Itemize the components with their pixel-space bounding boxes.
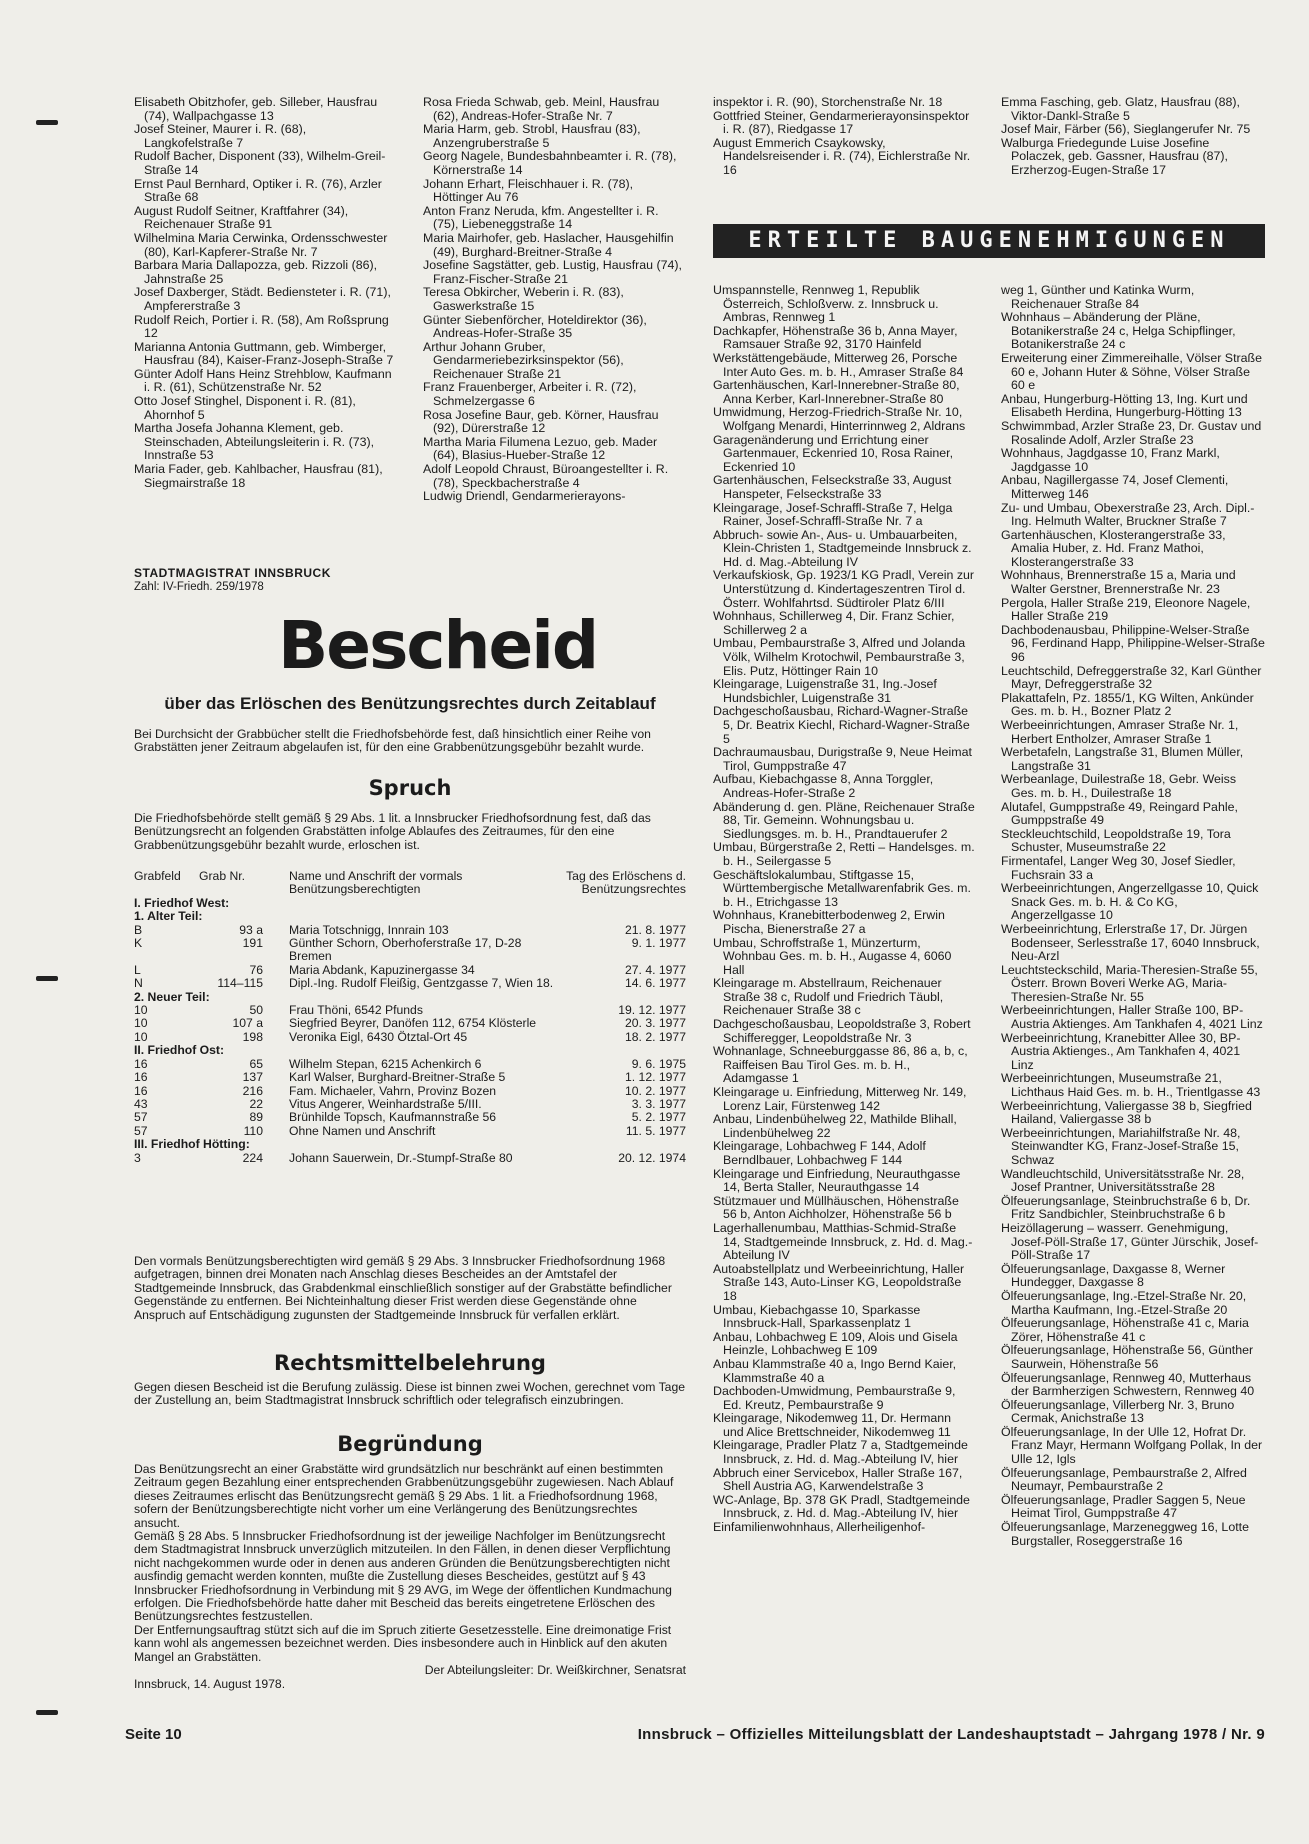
permit-entry: Zu- und Umbau, Obexerstraße 23, Arch. Dipl.-Ing. Helmuth Walter, Bruckner Straße 7 — [1001, 500, 1255, 529]
permit-entry: Anbau, Hungerburg-Hötting 13, Ing. Kurt und Elisabeth Herdina, Hungerburg-Hötting 13 — [1001, 391, 1248, 420]
grab-nr-cell: 89 — [249, 1110, 263, 1125]
name-cell: Maria Abdank, Kapuzinergasse 34 — [289, 962, 475, 977]
spruch-heading: Spruch — [368, 776, 452, 800]
permit-entry: Ölfeuerungsanlage, Ing.-Etzel-Straße Nr. 20, Martha Kaufmann, Ing.-Etzel-Straße 20 — [1001, 1288, 1247, 1317]
grabfeld-cell: L — [134, 962, 141, 977]
obituary-column-3 — [713, 96, 975, 178]
grabfeld-cell: 57 — [134, 1110, 148, 1125]
name-cell: Günther Schorn, Oberhoferstraße 17, D-28 Bremen — [289, 936, 522, 964]
date-cell: 11. 5. 1977 — [625, 1123, 686, 1138]
obituary-entry: Maria Mairhofer, geb. Haslacher, Hausgehilfin (49), Burghard-Breitner-Straße 4 — [423, 230, 674, 259]
permit-entry: Kleingarage und Einfriedung, Neurauthgasse 14, Berta Staller, Neurauthgasse 14 — [713, 1166, 961, 1195]
date-cell: 27. 4. 1977 — [625, 962, 686, 977]
date-cell: 1. 12. 1977 — [625, 1070, 686, 1085]
permit-entry: Schwimmbad, Arzler Straße 23, Dr. Gustav und Rosalinde Adolf, Arzler Straße 23 — [1001, 418, 1262, 447]
date-cell: 21. 8. 1977 — [625, 922, 686, 937]
name-cell: Veronika Eigl, 6430 Ötztal-Ort 45 — [289, 1029, 468, 1044]
permit-entry: Wandleuchtschild, Universitätsstraße Nr. 28, Josef Prantner, Universitätsstraße 28 — [1001, 1166, 1245, 1195]
permit-entry: Gartenhäuschen, Karl-Innerebner-Straße 80, Anna Kerber, Karl-Innerebner-Straße 80 — [713, 378, 960, 406]
obituary-entry: inspektor i. R. (90), Storchenstraße Nr. 18 — [713, 95, 943, 109]
permit-entry: Kleingarage, Luigenstraße 31, Ing.-Josef Hundsbichler, Luigenstraße 31 — [713, 677, 937, 705]
section-label: 2. Neuer Teil: — [134, 989, 210, 1004]
obituary-entry: Ludwig Driendl, Gendarmerierayons- — [423, 489, 626, 504]
obituary-entry: Maria Harm, geb. Strobl, Hausfrau (83), Anzengruberstraße 5 — [423, 122, 641, 150]
permit-entry: Werbeanlage, Duilestraße 18, Gebr. Weiss Ges. m. b. H., Duilestraße 18 — [1001, 772, 1237, 800]
grab-nr-cell: 93 a — [239, 922, 263, 937]
grab-nr-cell: 191 — [242, 936, 263, 951]
header-grab-nr: Grab Nr. — [199, 869, 246, 883]
date-cell: 5. 2. 1977 — [631, 1110, 686, 1125]
table-row — [134, 1098, 686, 1111]
permit-entry: Leuchtschild, Defreggerstraße 32, Karl Günther Mayr, Defreggerstraße 32 — [1001, 663, 1262, 692]
table-row — [134, 1125, 686, 1138]
obituary-entry: Rudolf Bacher, Disponent (33), Wilhelm-Greil-Straße 14 — [134, 149, 386, 177]
table-row — [134, 1152, 686, 1165]
permit-entry: Wohnhaus, Schillerweg 4, Dir. Franz Schier, Schillerweg 2 a — [713, 609, 955, 637]
begruendung-text-2: Gemäß § 28 Abs. 5 Innsbrucker Friedhofsordnung ist der jeweilige Nachfolger im Benützungsrecht dem Stadtmagistrat Innsbruck unverzüglich mitzuteilen. In den Fällen, in denen dieser Verpflichtung nicht nachgekommen wurde oder in denen aus anderen Gründen die Benützungsberechtigten nicht ausfindig gemacht werden konnten, mußte die Zustellung dieses Bescheides, gestützt auf § 43 Innsbrucker Friedhofsordnung in Verbindung mit § 29 AVG, im Wege der öffentlichen Kundmachung erfolgen. Die Friedhofsbehörde hatte daher mit Bescheid das bereits eingetretene Erlöschen des Benützungsrechtes festzustellen. — [134, 1529, 672, 1624]
grab-nr-cell: 224 — [242, 1150, 263, 1165]
permit-entry: Lagerhallenumbau, Matthias-Schmid-Straße 14, Stadtgemeinde Innsbruck, z. Hd. d. Mag.-Abteilung IV — [713, 1220, 973, 1263]
permit-entry: Anbau Klammstraße 40 a, Ingo Bernd Kaier, Klammstraße 40 a — [713, 1356, 957, 1385]
obituary-entry: Günter Adolf Hans Heinz Strehblow, Kaufmann i. R. (61), Schützenstraße Nr. 52 — [134, 366, 392, 395]
permit-entry: Gartenhäuschen, Felseckstraße 33, August Hanspeter, Felseckstraße 33 — [713, 473, 952, 501]
rechtsmittel-heading: Rechtsmittelbelehrung — [274, 1351, 546, 1375]
permit-entry: Ölfeuerungsanlage, Höhenstraße 56, Günther Saurwein, Höhenstraße 56 — [1001, 1343, 1254, 1371]
table-row — [134, 977, 686, 990]
permit-entry: Werbeeinrichtungen, Angerzellgasse 10, Quick Snack Ges. m. b. H. & Co KG, Angerzellgasse 10 — [1001, 881, 1259, 923]
section-heading — [134, 897, 686, 910]
grab-nr-cell: 76 — [249, 962, 263, 977]
name-cell: Fam. Michaeler, Vahrn, Provinz Bozen — [289, 1083, 497, 1098]
obituary-entry: Otto Josef Stinghel, Disponent i. R. (81), Ahornhof 5 — [134, 394, 356, 422]
permit-entry: WC-Anlage, Bp. 378 GK Pradl, Stadtgemeinde Innsbruck, z. Hd. d. Mag.-Abteilung IV, hier — [713, 1492, 970, 1521]
obituary-entry: Emma Fasching, geb. Glatz, Hausfrau (88), Viktor-Dankl-Straße 5 — [1001, 95, 1240, 123]
table-row — [134, 1017, 686, 1030]
permit-entry: Ölfeuerungsanlage, Pradler Saggen 5, Neue Heimat Tirol, Gumppstraße 47 — [1001, 1492, 1246, 1521]
obituary-entry: Martha Josefa Johanna Klement, geb. Steinschaden, Abteilungsleiterin i. R. (73), Innstraße 53 — [134, 421, 375, 463]
name-cell: Siegfried Beyrer, Danöfen 112, 6754 Klösterle — [289, 1016, 537, 1031]
obituary-entry: Barbara Maria Dallapozza, geb. Rizzoli (86), Jahnstraße 25 — [134, 258, 378, 286]
section-label: II. Friedhof Ost: — [134, 1043, 225, 1058]
permit-entry: Steckleuchtschild, Leopoldstraße 19, Tora Schuster, Museumstraße 22 — [1001, 826, 1231, 855]
grabfeld-cell: 43 — [134, 1096, 148, 1111]
begruendung-text-1: Das Benützungsrecht an einer Grabstätte wird grundsätzlich nur beschränkt auf einen bestimmten Zeitraum gegen Bezahlung einer entsprechenden Grabbenützungsgebühr zugewiesen. Nach Ablauf dieses Zeitraumes erlischt das Benützungsrecht gemäß § 29 Abs. 1 lit. a Friedhofsordnung 1968, sofern der Benützungsberechtigte nicht vorher um eine Verlängerung des Benützungsrechtes ansucht. — [134, 1462, 674, 1530]
obituary-entry: Georg Nagele, Bundesbahnbeamter i. R. (78), Körnerstraße 14 — [423, 149, 677, 177]
date-cell: 18. 2. 1977 — [625, 1029, 686, 1044]
grabfeld-cell: 10 — [134, 1016, 148, 1031]
name-cell: Johann Sauerwein, Dr.-Stumpf-Straße 80 — [289, 1150, 513, 1165]
spruch-paragraph: Die Friedhofsbehörde stellt gemäß § 29 Abs. 1 lit. a Innsbrucker Friedhofsordnung fest, daß das Benützungsrecht an folgenden Grabstätten infolge Ablaufes des Zeitraumes, für den eine Grabbenützungsgebühr bezahlt wurde, erloschen ist. — [134, 811, 651, 852]
grabfeld-cell: B — [134, 922, 143, 937]
permit-entry: Werbeeinrichtung, Valiergasse 38 b, Siegfried Hailand, Valiergasse 38 b — [1001, 1098, 1252, 1127]
permit-entry: Garagenänderung und Errichtung einer Gartenmauer, Eckenried 10, Rosa Rainer, Eckenried 10 — [713, 432, 954, 474]
bescheid-title: Bescheid — [278, 607, 598, 684]
permit-entry: Werbeeinrichtungen, Museumstraße 21, Lichthaus Haid Ges. m. b. H., Trientlgasse 43 — [1001, 1071, 1261, 1100]
obituary-entry: Anton Franz Neruda, kfm. Angestellter i. R. (75), Liebeneggstraße 14 — [423, 203, 659, 232]
permit-entry: Wohnhaus, Jagdgasse 10, Franz Markl, Jagdgasse 10 — [1001, 446, 1220, 474]
grab-nr-cell: 137 — [242, 1070, 263, 1085]
obituary-entry: Walburga Friedegunde Luise Josefine Polaczek, geb. Gassner, Hausfrau (87), Erzherzog-Eugen-Straße 17 — [1001, 135, 1228, 177]
permit-entry: Abänderung d. gen. Pläne, Reichenauer Straße 88, Tir. Gemeinn. Wohnungsbau u. Siedlungsges. m. b. H., Prandtauerufer 2 — [713, 799, 975, 841]
permit-entry: Ölfeuerungsanlage, In der Ulle 12, Hofrat Dr. Franz Mayr, Hermann Wolfgang Pollak, In der Ulle 12, Igls — [1001, 1424, 1263, 1467]
permit-entry: Werbeeinrichtungen, Haller Straße 100, BP-Austria Aktienges. Am Tankhafen 4, 4021 Linz — [1001, 1003, 1263, 1032]
permit-entry: Kleingarage, Lohbachweg F 144, Adolf Berndlbauer, Lohbachweg F 144 — [713, 1139, 926, 1167]
header-name: Name und Anschrift der vormals Benützungsberechtigten — [289, 869, 463, 897]
table-row — [134, 1004, 686, 1017]
obituary-column-2 — [423, 96, 686, 504]
permit-entry: Ölfeuerungsanlage, Marzeneggweg 16, Lotte Burgstaller, Roseggerstraße 16 — [1001, 1520, 1249, 1548]
permit-entry: Ölfeuerungsanlage, Pembaurstraße 2, Alfred Neumayr, Pembaurstraße 2 — [1001, 1465, 1247, 1494]
permit-entry: Pergola, Haller Straße 219, Eleonore Nagele, Haller Straße 219 — [1001, 595, 1251, 624]
permit-entry: Dachkapfer, Höhenstraße 36 b, Anna Mayer, Ramsauer Straße 92, 3170 Hainfeld — [713, 323, 958, 352]
grabfeld-cell: 3 — [134, 1150, 141, 1165]
date-cell: 10. 2. 1977 — [625, 1083, 686, 1098]
begruendung-text-3: Der Entfernungsauftrag stützt sich auf die im Spruch zitierte Gesetzesstelle. Eine dreimonatige Frist kann wohl als angemessen bezeichnet werden. Dies insbesondere auch in Hinblick auf den akuten Mangel an Grabstätten. — [134, 1622, 672, 1664]
rechtsmittel-paragraph: Gegen diesen Bescheid ist die Berufung zulässig. Diese ist binnen zwei Wochen, gerechnet vom Tage der Zustellung an, beim Stadtmagistrat Innsbruck schriftlich oder telegrafisch einzubringen. — [134, 1380, 686, 1408]
obituary-entry: Ernst Paul Bernhard, Optiker i. R. (76), Arzler Straße 68 — [134, 176, 382, 205]
permit-entry: Werbeeinrichtung, Erlerstraße 17, Dr. Jürgen Bodenseer, Serlesstraße 17, 6040 Innsbruck, Neu-Arzl — [1001, 921, 1260, 964]
name-cell: Dipl.-Ing. Rudolf Fleißig, Gentzgasse 7, Wien 18. — [289, 976, 554, 991]
name-cell: Ohne Namen und Anschrift — [289, 1123, 436, 1138]
file-number: Zahl: IV-Friedh. 259/1978 — [134, 581, 264, 593]
obituary-entry: Teresa Obkircher, Weberin i. R. (83), Gaswerkstraße 15 — [423, 285, 624, 313]
obituary-entry: Marianna Antonia Guttmann, geb. Wimberger, Hausfrau (84), Kaiser-Franz-Joseph-Straße 7 — [134, 339, 394, 368]
permit-entry: Heizöllagerung – wasserr. Genehmigung, Josef-Pöll-Straße 17, Günter Jürschik, Josef-Pöll-Straße 17 — [1001, 1220, 1259, 1263]
permit-entry: Aufbau, Kiebachgasse 8, Anna Torggler, Andreas-Hofer-Straße 2 — [713, 772, 934, 800]
permit-entry: Geschäftslokalumbau, Stiftgasse 15, Württembergische Metallwarenfabrik Ges. m. b. H., Etrichgasse 13 — [713, 867, 971, 909]
obituary-column-1 — [134, 96, 396, 490]
obituary-entry: Gottfried Steiner, Gendarmerierayonsinspektor i. R. (87), Riedgasse 17 — [713, 108, 970, 137]
section-heading — [134, 1138, 686, 1151]
begruendung-heading: Begründung — [337, 1432, 483, 1456]
name-cell: Brünhilde Topsch, Kaufmannstraße 56 — [289, 1110, 497, 1125]
permit-entry: Ölfeuerungsanlage, Daxgasse 8, Werner Hundegger, Daxgasse 8 — [1001, 1261, 1226, 1290]
permit-entry: Dachgeschoßausbau, Richard-Wagner-Straße 5, Dr. Beatrix Kiechl, Richard-Wagner-Straße 5 — [713, 704, 970, 746]
permit-entry: Plakattafeln, Pz. 1855/1, KG Wilten, Ankünder Ges. m. b. H., Bozner Platz 2 — [1001, 690, 1254, 719]
grabfeld-cell: 16 — [134, 1083, 148, 1098]
obituary-entry: Wilhelmina Maria Cerwinka, Ordensschwester (80), Karl-Kapferer-Straße Nr. 7 — [134, 230, 388, 259]
binding-mark — [36, 1710, 58, 1715]
obituary-entry: Adolf Leopold Chraust, Büroangestellter i. R. (78), Speckbacherstraße 4 — [423, 462, 669, 490]
permit-entry: Wohnhaus, Brennerstraße 15 a, Maria und Walter Gerstner, Brennerstraße Nr. 23 — [1001, 568, 1236, 597]
permit-entry: Anbau, Lohbachweg E 109, Alois und Gisela Heinzle, Lohbachweg E 109 — [713, 1329, 958, 1358]
permit-entry: Wohnanlage, Schneeburggasse 86, 86 a, b, c, Raiffeisen Bau Tirol Ges. m. b. H., Adamgasse 1 — [713, 1044, 968, 1086]
section-label: 1. Alter Teil: — [134, 909, 203, 924]
date-cell: 19. 12. 1977 — [618, 1003, 686, 1018]
permit-entry: Einfamilienwohnhaus, Allerheiligenhof- — [713, 1520, 926, 1535]
table-row — [134, 964, 686, 977]
obituary-entry: Günter Siebenförcher, Hoteldirektor (36), Andreas-Hofer-Straße 35 — [423, 312, 647, 341]
permit-entry: Kleingarage, Nikodemweg 11, Dr. Hermann und Alice Brettschneider, Nikodemweg 11 — [713, 1411, 952, 1439]
obituary-entry: August Rudolf Seitner, Kraftfahrer (34), Reichenauer Straße 91 — [134, 203, 349, 232]
name-cell: Frau Thöni, 6542 Pfunds — [289, 1003, 423, 1018]
permit-entry: Werbeeinrichtungen, Mariahilfstraße Nr. 48, Steinwandter KG, Franz-Josef-Straße 15, Schwaz — [1001, 1125, 1241, 1167]
permit-entry: Alutafel, Gumppstraße 49, Reingard Pahle, Gumppstraße 49 — [1001, 799, 1238, 828]
section-label: III. Friedhof Hötting: — [134, 1137, 250, 1152]
permit-entry: Kleingarage u. Einfriedung, Mitterweg Nr. 149, Lorenz Lair, Fürstenweg 142 — [713, 1085, 967, 1113]
permit-entry: Umbau, Kiebachgasse 10, Sparkasse Innsbruck-Hall, Sparkassenplatz 1 — [713, 1302, 921, 1331]
table-row — [134, 1111, 686, 1124]
publication-title: Innsbruck – Offizielles Mitteilungsblatt der Landeshauptstadt – Jahrgang 1978 / Nr. 9 — [637, 1726, 1265, 1743]
binding-mark — [36, 976, 58, 981]
binding-mark — [36, 120, 58, 125]
permit-entry: Umbau, Schroffstraße 1, Münzerturm, Wohnbau Ges. m. b. H., Augasse 4, 6060 Hall — [713, 935, 952, 977]
permit-entry: Wohnhaus, Kranebitterbodenweg 2, Erwin Pischa, Bienerstraße 27 a — [713, 908, 945, 936]
table-row — [134, 1085, 686, 1098]
grabfeld-cell: 10 — [134, 1003, 148, 1018]
table-row — [134, 1031, 686, 1044]
baugenehmigungen-banner: ERTEILTE BAUGENEHMIGUNGEN — [713, 224, 1265, 258]
name-cell: Karl Walser, Burghard-Breitner-Straße 5 — [289, 1070, 506, 1085]
permit-entry: Umbau, Bürgerstraße 2, Retti – Handelsges. m. b. H., Seilergasse 5 — [713, 840, 975, 868]
grab-nr-cell: 198 — [242, 1029, 263, 1044]
obituary-entry: Martha Maria Filumena Lezuo, geb. Mader (64), Blasius-Hueber-Straße 12 — [423, 434, 658, 463]
permit-entry: Kleingarage, Josef-Schraffl-Straße 7, Helga Rainer, Josef-Schraffl-Straße Nr. 7 a — [713, 500, 953, 529]
permit-entry: weg 1, Günther und Katinka Wurm, Reichenauer Straße 84 — [1001, 283, 1195, 311]
grabfeld-cell: K — [134, 936, 143, 951]
grab-nr-cell: 107 a — [232, 1016, 263, 1031]
grab-nr-cell: 110 — [243, 1123, 263, 1138]
table-row — [134, 937, 686, 964]
grab-nr-cell: 216 — [242, 1083, 263, 1098]
grab-nr-cell: 50 — [249, 1003, 263, 1018]
intro-paragraph: Bei Durchsicht der Grabbücher stellt die Friedhofsbehörde fest, daß hinsichtlich einer Reihe von Grabstätten jener Zeitraum abgelaufen ist, für den eine Grabbenützungsgebühr bezahlt wurde. — [134, 727, 651, 755]
permit-entry: Anbau, Nagillergasse 74, Josef Clementi, Mitterweg 146 — [1001, 473, 1229, 501]
permit-entry: Ölfeuerungsanlage, Rennweg 40, Mutterhaus der Barmherzigen Schwestern, Rennweg 40 — [1001, 1370, 1255, 1399]
obituary-entry: Elisabeth Obitzhofer, geb. Silleber, Hausfrau (74), Wallpachgasse 13 — [134, 95, 378, 123]
obituary-entry: Rosa Frieda Schwab, geb. Meinl, Hausfrau (62), Andreas-Hofer-Straße Nr. 7 — [423, 95, 660, 123]
grabfeld-cell: 16 — [134, 1070, 148, 1085]
permit-entry: Verkaufskiosk, Gp. 1923/1 KG Pradl, Verein zur Unterstützung d. Kindertageszentren Tirol d. Österr. Wohlfahrtsd. Südtiroler Platz 6/III — [713, 568, 975, 610]
date-cell: 20. 3. 1977 — [625, 1016, 686, 1031]
permit-entry: Werbeeinrichtung, Kranebitter Allee 30, BP-Austria Aktienges., Am Tankhafen 4, 4021 Linz — [1001, 1030, 1241, 1072]
table-row — [134, 1071, 686, 1084]
permit-entry: Dachbodenausbau, Philippine-Welser-Straße 96, Ferdinand Happ, Philippine-Welser-Straße 96 — [1001, 622, 1265, 665]
header-grabfeld: Grabfeld — [134, 869, 181, 883]
building-permits-column-1 — [713, 284, 975, 1535]
obituary-entry: Arthur Johann Gruber, Gendarmeriebezirksinspektor (56), Reichenauer Straße 21 — [423, 339, 624, 381]
page-number: Seite 10 — [125, 1726, 182, 1743]
permit-entry: Kleingarage, Pradler Platz 7 a, Stadtgemeinde Innsbruck, z. Hd. d. Mag.-Abteilung IV, hier — [713, 1438, 968, 1467]
grabfeld-cell: 10 — [134, 1029, 148, 1044]
permit-entry: Autoabstellplatz und Werbeeinrichtung, Haller Straße 143, Auto-Linser KG, Leopoldstraße 18 — [713, 1261, 965, 1303]
section-heading — [134, 910, 686, 923]
date-cell: 9. 6. 1975 — [631, 1056, 686, 1071]
section-heading — [134, 1044, 686, 1057]
table-row — [134, 924, 686, 937]
date-cell: 9. 1. 1977 — [631, 936, 686, 951]
permit-entry: Dachraumausbau, Durigstraße 9, Neue Heimat Tirol, Gumppstraße 47 — [713, 745, 972, 773]
place-date: Innsbruck, 14. August 1978. — [134, 1676, 286, 1691]
begruendung-paragraph-1 — [134, 1463, 686, 1691]
section-heading — [134, 991, 686, 1004]
permit-entry: Dachboden-Umwidmung, Pembaurstraße 9, Ed. Kreutz, Pembaurstraße 9 — [713, 1384, 956, 1412]
grabfeld-cell: 57 — [134, 1123, 148, 1138]
obituary-entry: August Emmerich Csaykowsky, Handelsreisender i. R. (74), Eichlerstraße Nr. 16 — [713, 135, 971, 177]
permit-entry: Ölfeuerungsanlage, Steinbruchstraße 6 b, Dr. Fritz Sandbichler, Steinbruchstraße 6 b — [1001, 1193, 1251, 1222]
obituary-entry: Johann Erhart, Fleischhauer i. R. (78), Höttinger Au 76 — [423, 176, 634, 205]
permit-entry: Firmentafel, Langer Weg 30, Josef Siedler, Fuchsrain 33 a — [1001, 853, 1236, 882]
name-cell: Vitus Angerer, Weinhardstraße 5/III. — [289, 1096, 482, 1111]
permit-entry: Werbetafeln, Langstraße 31, Blumen Müller, Langstraße 31 — [1001, 745, 1244, 773]
grab-nr-cell: 65 — [249, 1056, 263, 1071]
section-label: I. Friedhof West: — [134, 895, 230, 910]
permit-entry: Wohnhaus – Abänderung der Pläne, Botanikerstraße 24 c, Helga Schipflinger, Botanikerstraße 24 c — [1001, 310, 1236, 352]
permit-entry: Stützmauer und Müllhäuschen, Höhenstraße 56 b, Anton Aichholzer, Höhenstraße 56 b — [713, 1193, 959, 1222]
permit-entry: Werbeeinrichtungen, Amraser Straße Nr. 1, Herbert Entholzer, Amraser Straße 1 — [1001, 718, 1239, 746]
permit-entry: Gartenhäuschen, Klosterangerstraße 33, Amalia Huber, z. Hd. Franz Mathoi, Klosterangerstraße 33 — [1001, 527, 1226, 569]
permit-entry: Abbruch einer Servicebox, Haller Straße 167, Shell Austria AG, Karwendelstraße 3 — [713, 1465, 963, 1494]
building-permits-column-2 — [1001, 284, 1265, 1548]
bescheid-subtitle: über das Erlöschen des Benützungsrechtes durch Zeitablauf — [164, 694, 656, 713]
grabfeld-cell: N — [134, 976, 143, 991]
name-cell: Maria Totschnigg, Innrain 103 — [289, 922, 449, 937]
permit-entry: Werkstättengebäude, Mitterweg 26, Porsche Inter Auto Ges. m. b. H., Amraser Straße 84 — [713, 350, 964, 379]
permit-entry: Anbau, Lindenbühelweg 22, Mathilde Blihall, Lindenbühelweg 22 — [713, 1112, 957, 1140]
permit-entry: Abbruch- sowie An-, Aus- u. Umbauarbeiten, Klein-Christen 1, Stadtgemeinde Innsbruck z. Hd. d. Mag.-Abteilung IV — [713, 527, 972, 569]
grab-nr-cell: 114–115 — [217, 976, 263, 991]
permit-entry: Umwidmung, Herzog-Friedrich-Straße Nr. 10, Wolfgang Menardi, Hinterrinnweg 2, Aldrans — [713, 405, 966, 433]
obituary-entry: Rudolf Reich, Portier i. R. (58), Am Roßsprung 12 — [134, 312, 389, 341]
obituary-entry: Maria Fader, geb. Kahlbacher, Hausfrau (81), Siegmairstraße 18 — [134, 462, 383, 490]
signature: Der Abteilungsleiter: Dr. Weißkirchner, Senatsrat — [424, 1663, 686, 1678]
obituary-entry: Josefine Sagstätter, geb. Lustig, Hausfrau (74), Franz-Fischer-Straße 21 — [423, 258, 682, 286]
permit-entry: Ölfeuerungsanlage, Höhenstraße 41 c, Maria Zörer, Höhenstraße 41 c — [1001, 1316, 1249, 1344]
table-header — [134, 870, 686, 897]
date-cell: 3. 3. 1977 — [631, 1096, 686, 1111]
grave-table — [134, 870, 686, 1165]
after-table-paragraph: Den vormals Benützungsberechtigten wird gemäß § 29 Abs. 3 Innsbrucker Friedhofsordnung 1968 aufgetragen, binnen drei Monaten nach Anschlag dieses Bescheides an der Amtstafel der Stadtgemeinde Innsbruck, das Grabdenkmal einschließlich sonstiger auf der Grabstätte befindlicher Gegenstände zu entfernen. Bei Nichteinhaltung dieser Frist werden diese Gegenstände ohne Anspruch auf Entschädigung zugunsten der Stadtgemeinde Innsbruck für verfallen erklärt. — [134, 1254, 672, 1322]
date-cell: 14. 6. 1977 — [625, 976, 686, 991]
permit-entry: Umbau, Pembaurstraße 3, Alfred und Jolanda Völk, Wilhelm Krotochwil, Pembaurstraße 3, Elis. Putz, Höttinger Rain 10 — [713, 636, 966, 678]
grabfeld-cell: 16 — [134, 1056, 148, 1071]
permit-entry: Umspannstelle, Rennweg 1, Republik Österreich, Schloßverw. z. Innsbruck u. Ambras, Rennweg 1 — [713, 283, 939, 325]
permit-entry: Leuchtsteckschild, Maria-Theresien-Straße 55, Österr. Brown Boveri Werke AG, Maria-Theresien-Straße Nr. 55 — [1001, 962, 1258, 1004]
obituary-entry: Josef Mair, Färber (56), Sieglangerufer Nr. 75 — [1001, 122, 1251, 137]
obituary-column-4 — [1001, 96, 1265, 178]
header-date: Tag des Erlöschens d. Benützungsrechtes — [566, 869, 686, 897]
obituary-entry: Franz Frauenberger, Arbeiter i. R. (72), Schmelzergasse 6 — [423, 380, 637, 409]
magistrat-label: STADTMAGISTRAT INNSBRUCK — [134, 566, 331, 580]
obituary-entry: Josef Daxberger, Städt. Bediensteter i. R. (71), Ampfererstraße 3 — [134, 285, 391, 313]
permit-entry: Dachgeschoßausbau, Leopoldstraße 3, Robert Schifferegger, Leopoldstraße Nr. 3 — [713, 1017, 971, 1045]
permit-entry: Erweiterung einer Zimmereihalle, Völser Straße 60 e, Johann Huter & Söhne, Völser Straße 60 e — [1001, 350, 1262, 393]
obituary-entry: Josef Steiner, Maurer i. R. (68), Langkofelstraße 7 — [134, 122, 307, 150]
permit-entry: Ölfeuerungsanlage, Villerberg Nr. 3, Bruno Cermak, Anichstraße 13 — [1001, 1397, 1235, 1426]
permit-entry: Kleingarage m. Abstellraum, Reichenauer Straße 38 c, Rudolf und Friedrich Täubl, Reichenauer Straße 38 c — [713, 976, 944, 1018]
obituary-entry: Rosa Josefine Baur, geb. Körner, Hausfrau (92), Dürerstraße 12 — [423, 407, 659, 436]
date-cell: 20. 12. 1974 — [618, 1150, 686, 1165]
table-row — [134, 1058, 686, 1071]
name-cell: Wilhelm Stepan, 6215 Achenkirch 6 — [289, 1056, 482, 1071]
grab-nr-cell: 22 — [249, 1096, 263, 1111]
